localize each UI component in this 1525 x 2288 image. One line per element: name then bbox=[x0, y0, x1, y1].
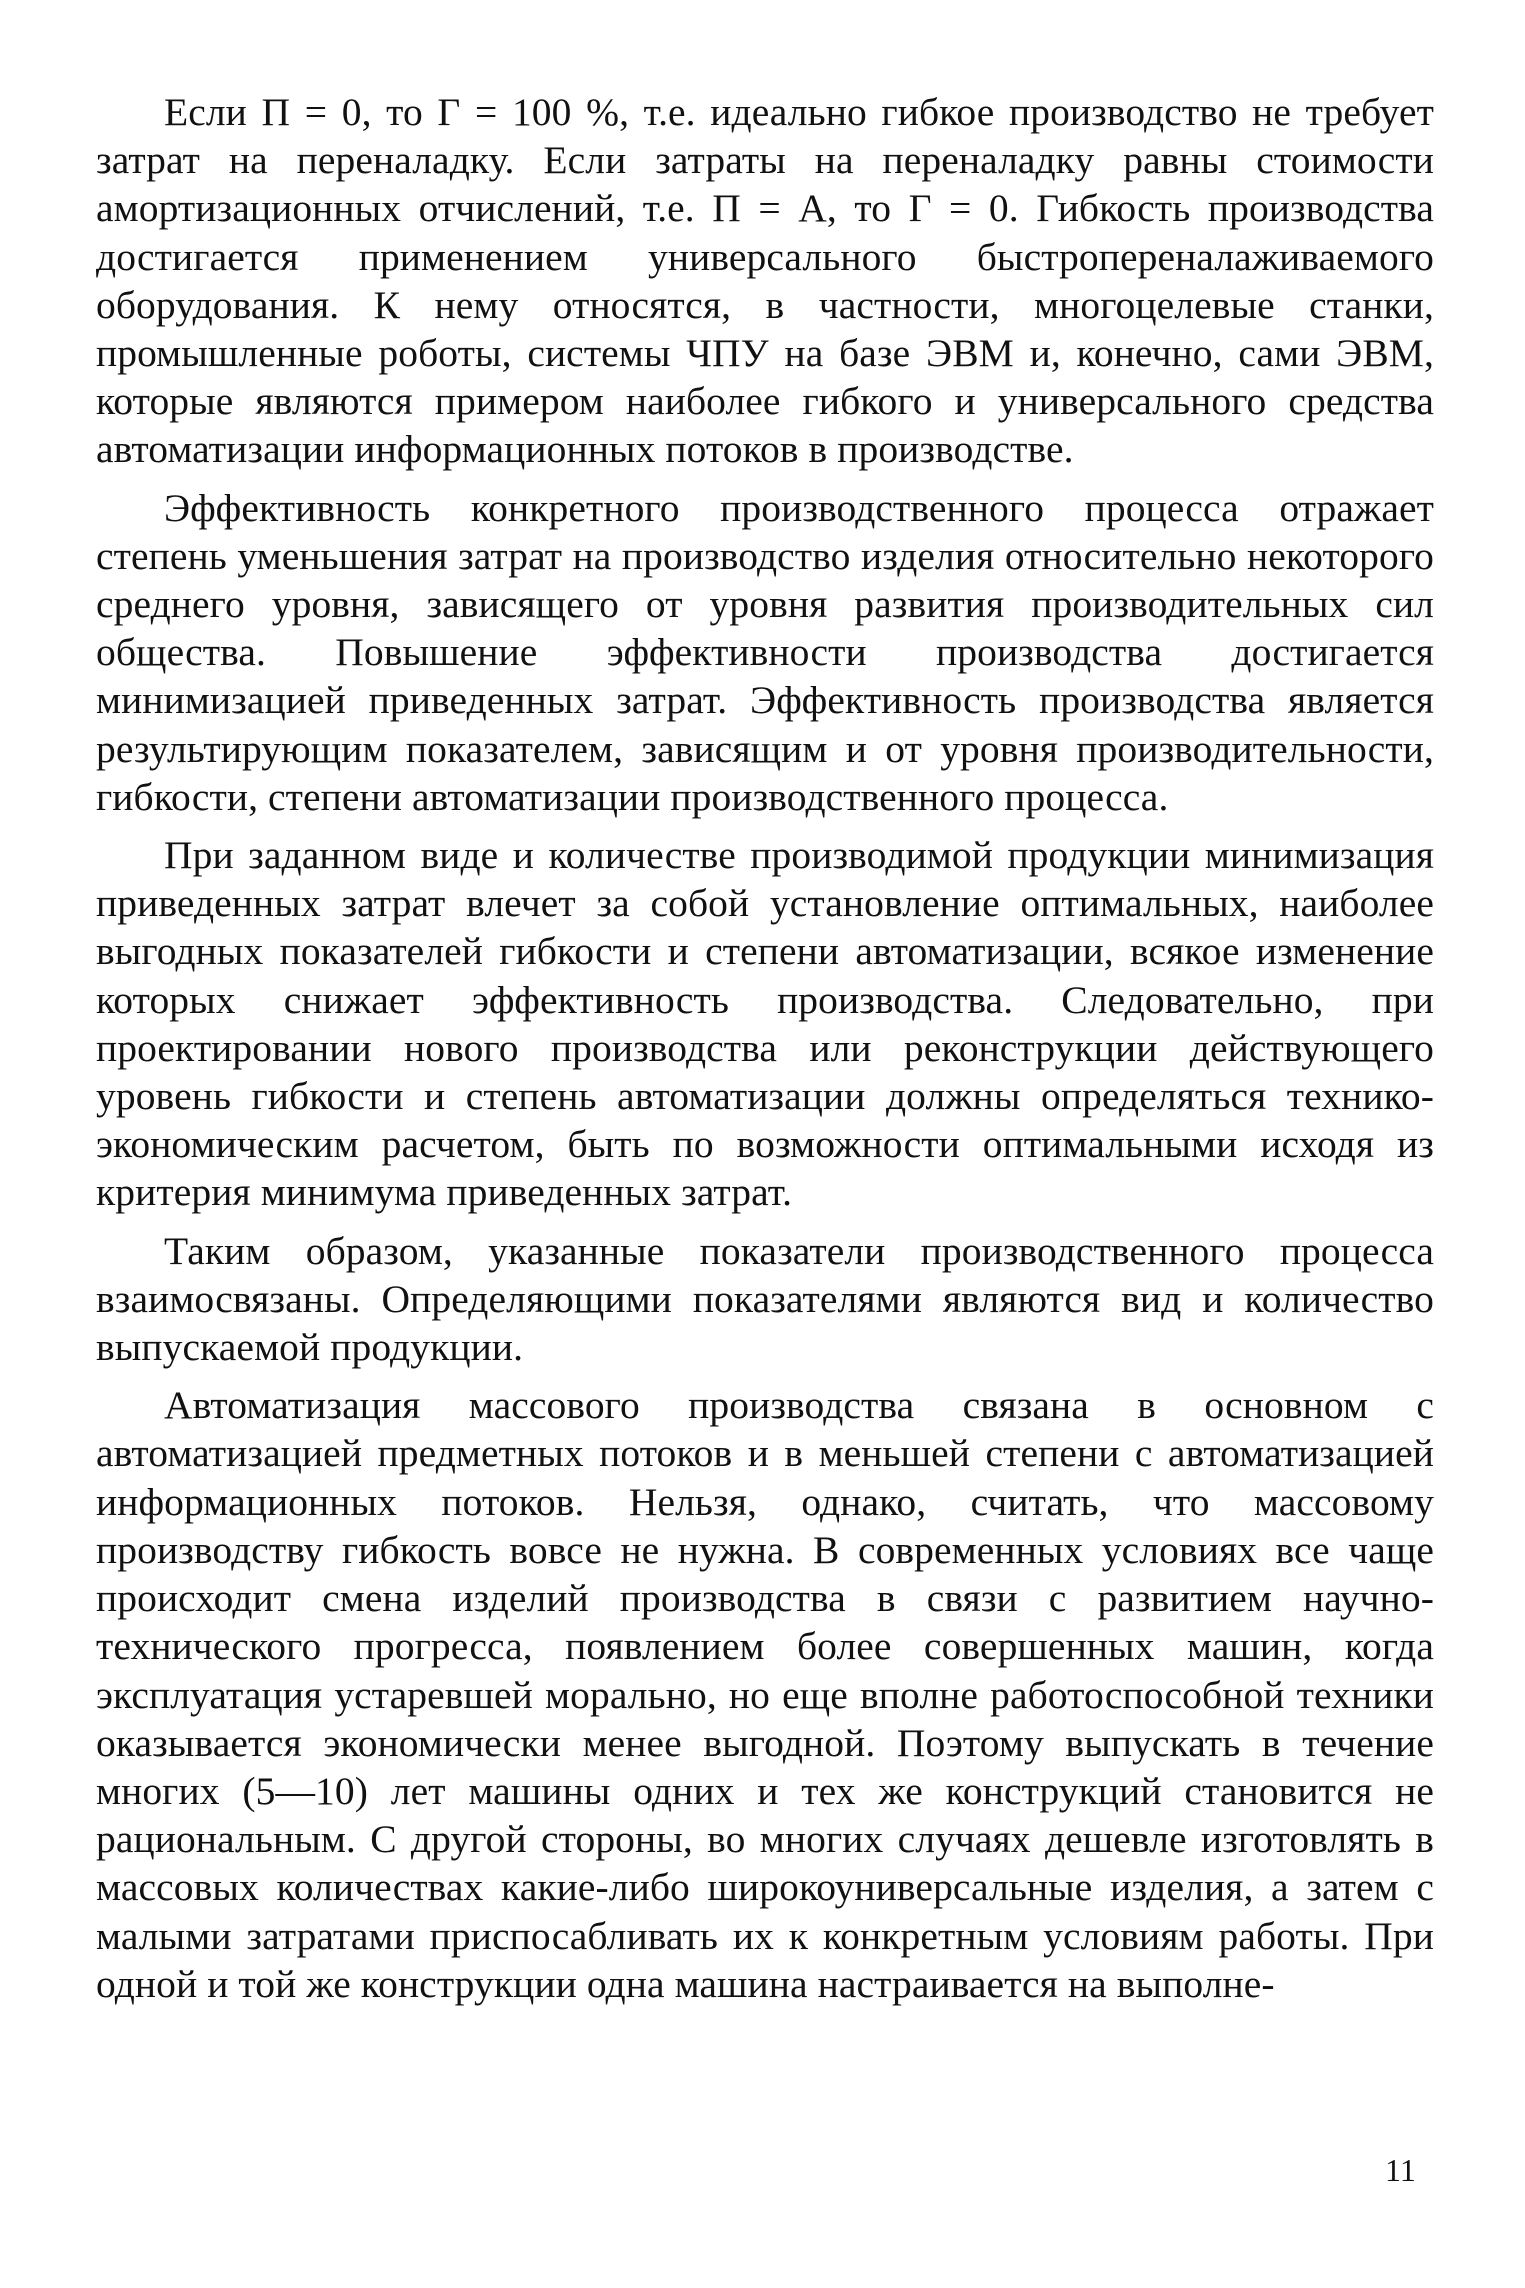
page-body bbox=[96, 88, 1434, 2008]
paragraph-2: Эффективность конкретного производственного процесса отражает степень уменьшения затрат на производство изделия относительно некоторого среднего уровня, зависящего от уровня развития производительных сил общества. Повышение эффективности производства достигается минимизацией приведенных затрат. Эффективность производства является результирующим показателем, зависящим и от уровня производительности, гибкости, степени автоматизации производственного процесса. bbox=[96, 485, 1434, 819]
paragraph-4: Таким образом, указанные показатели производственного процесса взаимосвязаны. Определяющими показателями являются вид и количество выпускаемой продукции. bbox=[96, 1228, 1434, 1370]
page-number: 11 bbox=[1385, 2152, 1416, 2188]
paragraph-1: Если П = 0, то Г = 100 %, т.е. идеально гибкое производство не требует затрат на переналадку. Если затраты на переналадку равны стоимости амортизационных отчислений, т.е. П = А, то Г = 0. Гибкость производства достигается применением универсального быстропереналаживаемого оборудования. К нему относятся, в частности, многоцелевые станки, промышленные роботы, системы ЧПУ на базе ЭВМ и, конечно, сами ЭВМ, которые являются примером наиболее гибкого и универсального средства автоматизации информационных потоков в производстве. bbox=[96, 90, 1434, 472]
paragraph-3: При заданном виде и количестве производимой продукции минимизация приведенных затрат влечет за собой установление оптимальных, наиболее выгодных показателей гибкости и степени автоматизации, всякое изменение которых снижает эффективность производства. Следовательно, при проектировании нового производства или реконструкции действующего уровень гибкости и степень автоматизации должны определяться технико-экономическим расчетом, быть по возможности оптимальными исходя из критерия минимума приведенных затрат. bbox=[96, 833, 1434, 1215]
paragraph-5: Автоматизация массового производства связана в основном с автоматизацией предметных потоков и в меньшей степени с автоматизацией информационных потоков. Нельзя, однако, считать, что массовому производству гибкость вовсе не нужна. В современных условиях все чаще происходит смена изделий производства в связи с развитием научно-технического прогресса, появлением более совершенных машин, когда эксплуатация устаревшей морально, но еще вполне работоспособной техники оказывается экономически менее выгодной. Поэтому выпускать в течение многих (5—10) лет машины одних и тех же конструкций становится не рациональным. С другой стороны, во многих случаях дешевле изготовлять в массовых количествах какие-либо широкоуниверсальные изделия, а затем с малыми затратами приспосабливать их к конкретным условиям работы. При одной и той же конструкции одна машина настраивается на выполне- bbox=[96, 1383, 1434, 2006]
